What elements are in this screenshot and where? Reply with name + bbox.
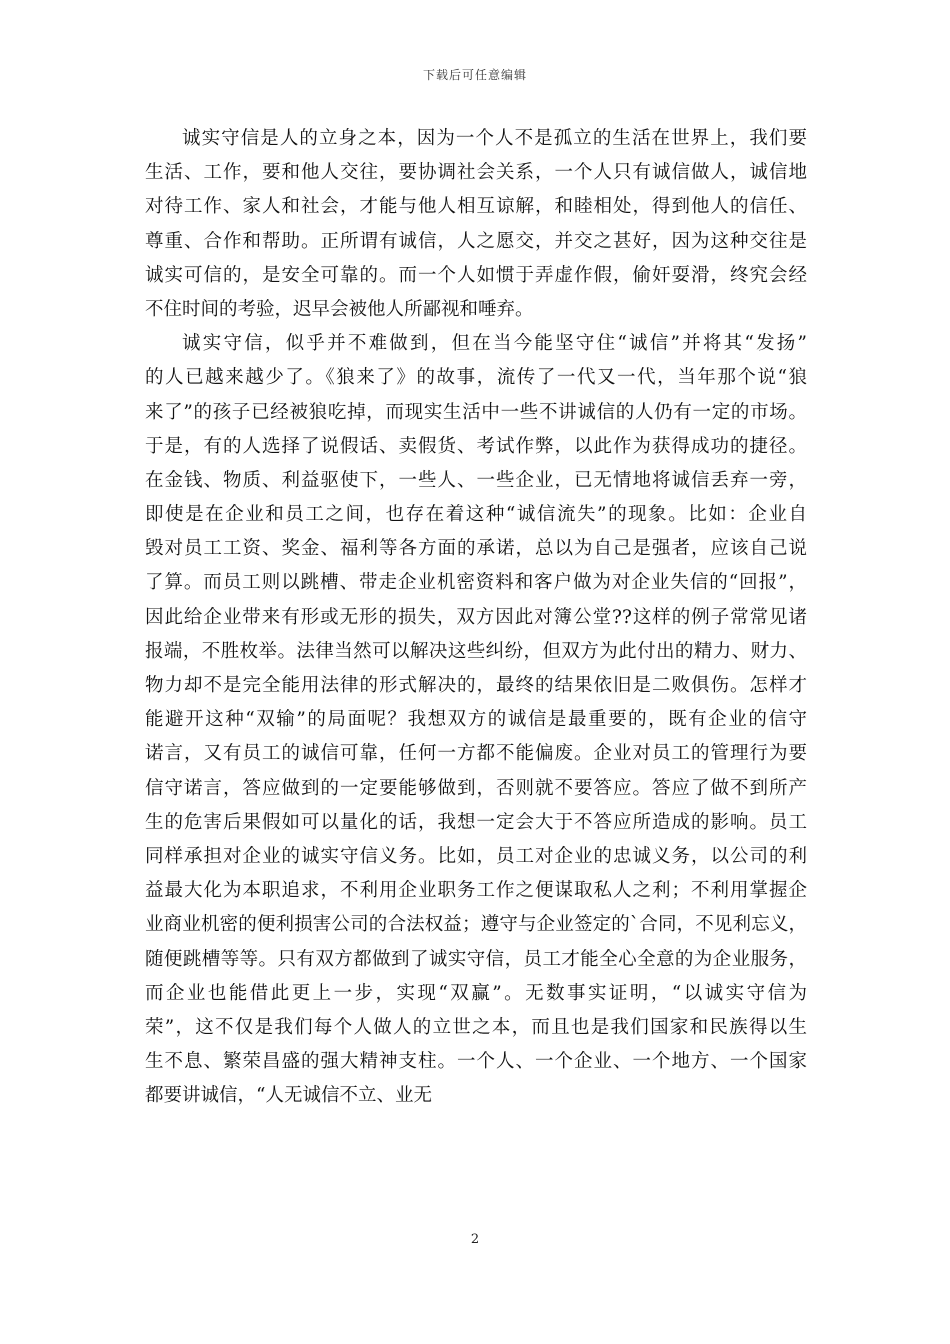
- text-line: 荣”，这不仅是我们每个人做人的立世之本，而且也是我们国家和民族得以生: [145, 1016, 807, 1038]
- text-line: 诚实守信是人的立身之本，因为一个人不是孤立的生活在世界上，我们要: [182, 128, 807, 149]
- page-number: 2: [470, 1232, 480, 1247]
- page-header: 下载后可任意编辑: [422, 68, 527, 82]
- text-line: 诚实守信，似乎并不难做到，但在当今能坚守住“诚信”并将其“发扬”: [182, 333, 807, 355]
- text-line: 于是，有的人选择了说假话、卖假货、考试作弊，以此作为获得成功的捷径。: [145, 435, 807, 457]
- text-line: 同样承担对企业的诚实守信义务。比如，员工对企业的忠诚义务，以公司的利: [145, 845, 807, 867]
- paragraph-1: [145, 122, 807, 327]
- text-line: 生活、工作，要和他人交往，要协调社会关系，一个人只有诚信做人，诚信地: [145, 162, 807, 184]
- text-line: 能避开这种“双输”的局面呢？我想双方的诚信是最重要的，既有企业的信守: [145, 709, 807, 731]
- text-line: 了算。而员工则以跳槽、带走企业机密资料和客户做为对企业失信的“回报”，: [145, 572, 807, 594]
- text-line: 因此给企业带来有形或无形的损失，双方因此对簿公堂??这样的例子常常见诸: [145, 606, 807, 628]
- text-line: 不住时间的考验，迟早会被他人所鄙视和唾弃。: [145, 298, 534, 320]
- text-line: 对待工作、家人和社会，才能与他人相互谅解，和睦相处，得到他人的信任、: [145, 196, 807, 218]
- text-line: 尊重、合作和帮助。正所谓有诚信，人之愿交，并交之甚好，因为这种交往是: [145, 230, 807, 252]
- text-line: 业商业机密的便利损害公司的合法权益；遵守与企业签定的`合同，不见利忘义，: [145, 914, 807, 936]
- text-line: 的人已越来越少了。《狼来了》的故事，流传了一代又一代，当年那个说“狼: [145, 367, 807, 389]
- text-line: 物力却不是完全能用法律的形式解决的，最终的结果依旧是二败俱伤。怎样才: [145, 675, 807, 696]
- text-line: 诚实可信的，是安全可靠的。而一个人如惯于弄虚作假，偷奸耍滑，终究会经: [145, 264, 807, 286]
- text-line: 信守诺言，答应做到的一定要能够做到，否则就不要答应。答应了做不到所产: [145, 777, 807, 799]
- text-line: 益最大化为本职追求，不利用企业职务工作之便谋取私人之利；不利用掌握企: [145, 880, 807, 902]
- paragraph-2: [145, 327, 807, 1113]
- text-line: 生的危害后果假如可以量化的话，我想一定会大于不答应所造成的影响。员工: [145, 811, 807, 833]
- text-line: 在金钱、物质、利益驱使下，一些人、一些企业，已无情地将诚信丢弃一旁，: [145, 469, 807, 491]
- text-line: 诺言，又有员工的诚信可靠，任何一方都不能偏废。企业对员工的管理行为要: [145, 743, 807, 765]
- text-line: 都要讲诚信，“人无诚信不立、业无: [145, 1085, 432, 1107]
- text-line: 而企业也能借此更上一步，实现“双赢”。无数事实证明，“以诚实守信为: [145, 982, 807, 1004]
- text-line: 来了”的孩子已经被狼吃掉，而现实生活中一些不讲诚信的人仍有一定的市场。: [145, 401, 807, 423]
- text-line: 毁对员工工资、奖金、福利等各方面的承诺，总以为自己是强者，应该自己说: [145, 538, 807, 560]
- text-line: 生不息、繁荣昌盛的强大精神支柱。一个人、一个企业、一个地方、一个国家: [145, 1051, 807, 1073]
- text-line: 报端，不胜枚举。法律当然可以解决这些纠纷，但双方为此付出的精力、财力、: [145, 640, 807, 662]
- text-line: 随便跳槽等等。只有双方都做到了诚实守信，员工才能全心全意的为企业服务，: [145, 948, 807, 970]
- text-line: 即使是在企业和员工之间，也存在着这种“诚信流失”的现象。比如：企业自: [145, 504, 807, 526]
- document-body: [145, 122, 807, 1113]
